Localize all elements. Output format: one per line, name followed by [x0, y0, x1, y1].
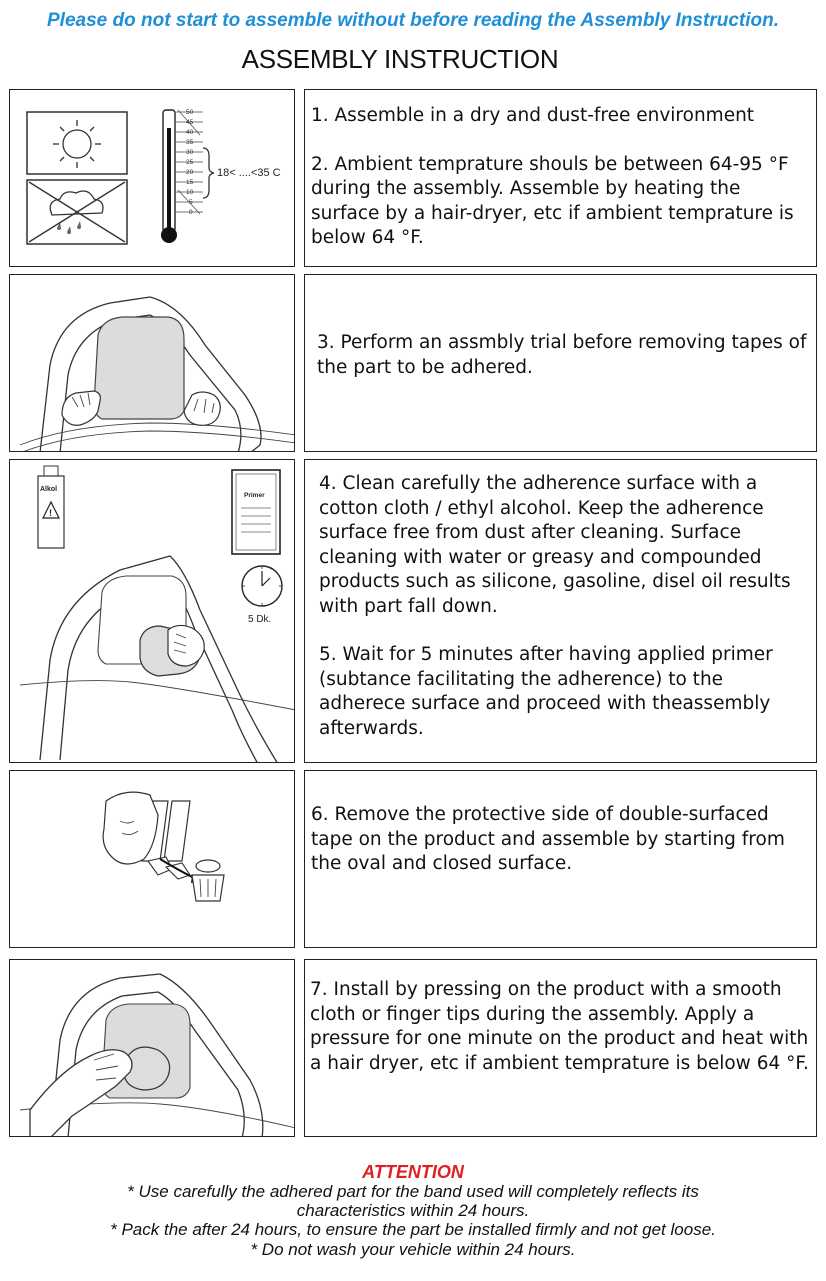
scale-label: 20: [186, 169, 194, 176]
no-rain-icon: [27, 180, 127, 244]
clock-icon: [242, 566, 282, 625]
attention-line: characteristics within 24 hours.: [296, 1201, 530, 1221]
temp-range-label: 18< ....<35 C: [217, 167, 281, 179]
left-hand-icon: [62, 391, 100, 425]
timer-label: 5 Dk.: [248, 614, 272, 625]
step-box-2: [304, 274, 817, 452]
step-box-4: [304, 770, 817, 948]
alcohol-bottle-icon: [38, 466, 64, 548]
step-box-3: [304, 459, 817, 763]
attention-title: ATTENTION: [362, 1162, 464, 1182]
scale-label: 15: [186, 179, 194, 186]
scale-label: 10: [186, 189, 194, 196]
step-text: 5. Wait for 5 minutes after having applied primer (subtance facilitating the adherence) to the adherece surface and proceed with theassembly afterwards.: [319, 644, 773, 739]
step-text: 6. Remove the protective side of double-surfaced tape on the product and assemble by starting from the oval and closed surface.: [311, 804, 785, 874]
figure-remove-tape: [9, 770, 295, 948]
scale-label: 25: [186, 159, 194, 166]
scale-label: 35: [186, 139, 194, 146]
scale-label: 5: [189, 199, 193, 206]
attention-line: * Pack the after 24 hours, to ensure the part be installed firmly and not get loose.: [110, 1220, 716, 1240]
step-box-1: [304, 89, 817, 267]
scale-label: 40: [186, 129, 194, 136]
scale-label: 30: [186, 149, 194, 156]
scale-label: 45: [186, 119, 194, 126]
page-title: ASSEMBLY INSTRUCTION: [241, 44, 559, 74]
primer-label: Primer: [244, 492, 265, 499]
scale-label: 50: [186, 109, 194, 116]
attention-line: * Do not wash your vehicle within 24 hours.: [250, 1239, 576, 1259]
step-text: 2. Ambient temprature shouls be between 64-95 °F during the assembly. Assemble by heating the surface by a hair-dryer, etc if ambient temprature is below 64 °F.: [311, 153, 794, 248]
attention-line: * Use carefully the adhered part for the band used will completely reflects its: [127, 1182, 699, 1201]
step-box-5: [304, 959, 817, 1137]
figure-environment: [9, 89, 295, 267]
primer-sheet-icon: [232, 470, 280, 554]
right-hand-icon: [184, 392, 220, 425]
figure-pressing: [9, 959, 295, 1137]
step-text: 1. Assemble in a dry and dust-free environment: [311, 105, 755, 126]
step-text: 4. Clean carefully the adherence surface with a cotton cloth / ethyl alcohol. Keep the adherence surface free from dust after cleaning. Surface cleaning with water or greasy and compounded products such as silicone, gasoline, disel oil results with part fall down.: [319, 473, 791, 617]
cloth-hand-icon: [140, 625, 204, 676]
sun-icon: [27, 112, 127, 174]
scale-label: 0: [189, 209, 193, 216]
top-warning: Please do not start to assemble without before reading the Assembly Instruction.: [47, 10, 779, 31]
attention-section: [0, 1162, 826, 1259]
step-text: 7. Install by pressing on the product with a smooth cloth or finger tips during the assembly. Apply a pressure for one minute on the product and heat with a hair dryer, etc if ambient temprature is below 64 °F.: [310, 979, 809, 1074]
trash-bin-icon: [192, 860, 224, 901]
thermometer-icon: [161, 109, 281, 243]
bottle-label: Alkol: [40, 486, 58, 493]
part-shape: [94, 317, 184, 419]
figure-cleaning: [9, 459, 295, 763]
figure-trial-fit: [9, 274, 295, 452]
step-text: 3. Perform an assmbly trial before removing tapes of the part to be adhered.: [317, 332, 807, 378]
svg-text:!: !: [49, 508, 52, 518]
